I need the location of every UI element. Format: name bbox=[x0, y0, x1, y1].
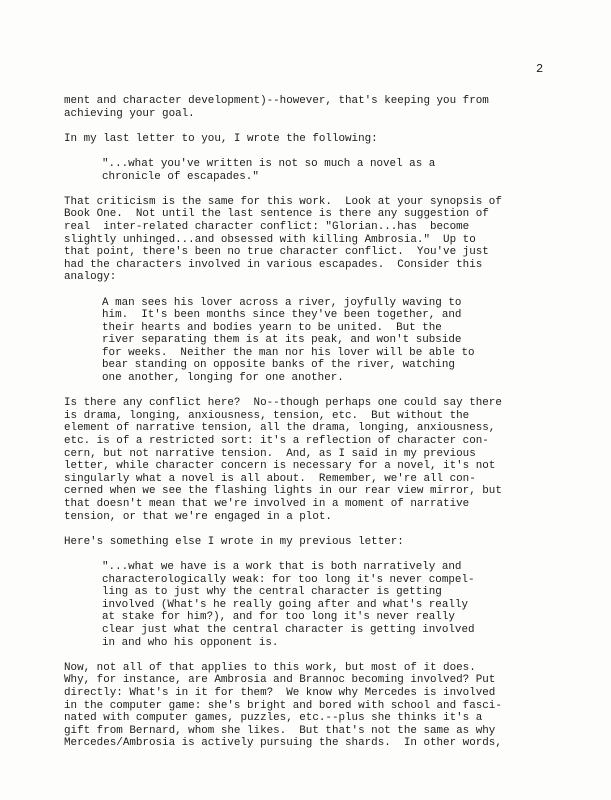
quote-river-analogy: A man sees his lover across a river, joyfully waving to him. It's been months since they've been together, and their hearts and bodies yearn to be united. But the river separating them is at its peak, and won't subside for weeks. Neither the man nor his lover will be able to bear standing on opposite banks of the river, watching one another, longing for one another. bbox=[102, 296, 475, 385]
paragraph-previous-letter-intro: Here's something else I wrote in my previous letter: bbox=[64, 535, 404, 548]
quote-narratively-weak: "...what we have is a work that is both narratively and characterologically weak: for too long it's never compel- ling as to just why the central character is getting involved (What's he really going after and what's really at stake for him?), and for too long it's never really clear just what the central character is getting involved in and who his opponent is. bbox=[102, 560, 475, 649]
page-number: 2 bbox=[536, 62, 544, 76]
paragraph-conflict-question: Is there any conflict here? No--though perhaps one could say there is drama, longing, anxiousness, tension, etc. But without the element of narrative tension, all the drama, longing, anxiousness, etc. is of a restricted sort: it's a reflection of character con- cern, but not narrative tension. And, as I said in my previous letter, while character concern is necessary for a novel, it's not singularly what a novel is all about. Remember, we're all con- cerned when we see the flashing lights in our rear view mirror, but that doesn't mean that we're involved in a moment of narrative tension, or that we're engaged in a plot. bbox=[64, 397, 502, 523]
paragraph-criticism: That criticism is the same for this work. Look at your synopsis of Book One. Not until the last sentence is there any suggestion of real inter-related character conflict: "Glorian...has become slightly unhinged...and obsessed with killing Ambrosia." Up to that point, there's been no true character conflict. You've just had the characters involved in various escapades. Consider this analogy: bbox=[64, 195, 502, 284]
paragraph-last-letter-intro: In my last letter to you, I wrote the following: bbox=[64, 132, 378, 145]
paragraph-continuation: ment and character development)--however, that's keeping you from achieving your goal. bbox=[64, 95, 489, 120]
paragraph-ambrosia-brannoc: Now, not all of that applies to this work, but most of it does. Why, for instance, are Ambrosia and Brannoc becoming involved? Put directly: What's in it for them? We know why Mercedes is involved in the computer game: she's bright and bored with school and fasci- nated with computer games, puzzles, etc.--plus she thinks it's a gift from Bernard, whom she likes. But that's not the same as why Mercedes/Ambrosia is actively pursuing the shards. In other words, bbox=[64, 661, 502, 750]
quote-chronicle-of-escapades: "...what you've written is not so much a novel as a chronicle of escapades." bbox=[102, 157, 436, 183]
letter-body bbox=[64, 95, 554, 750]
